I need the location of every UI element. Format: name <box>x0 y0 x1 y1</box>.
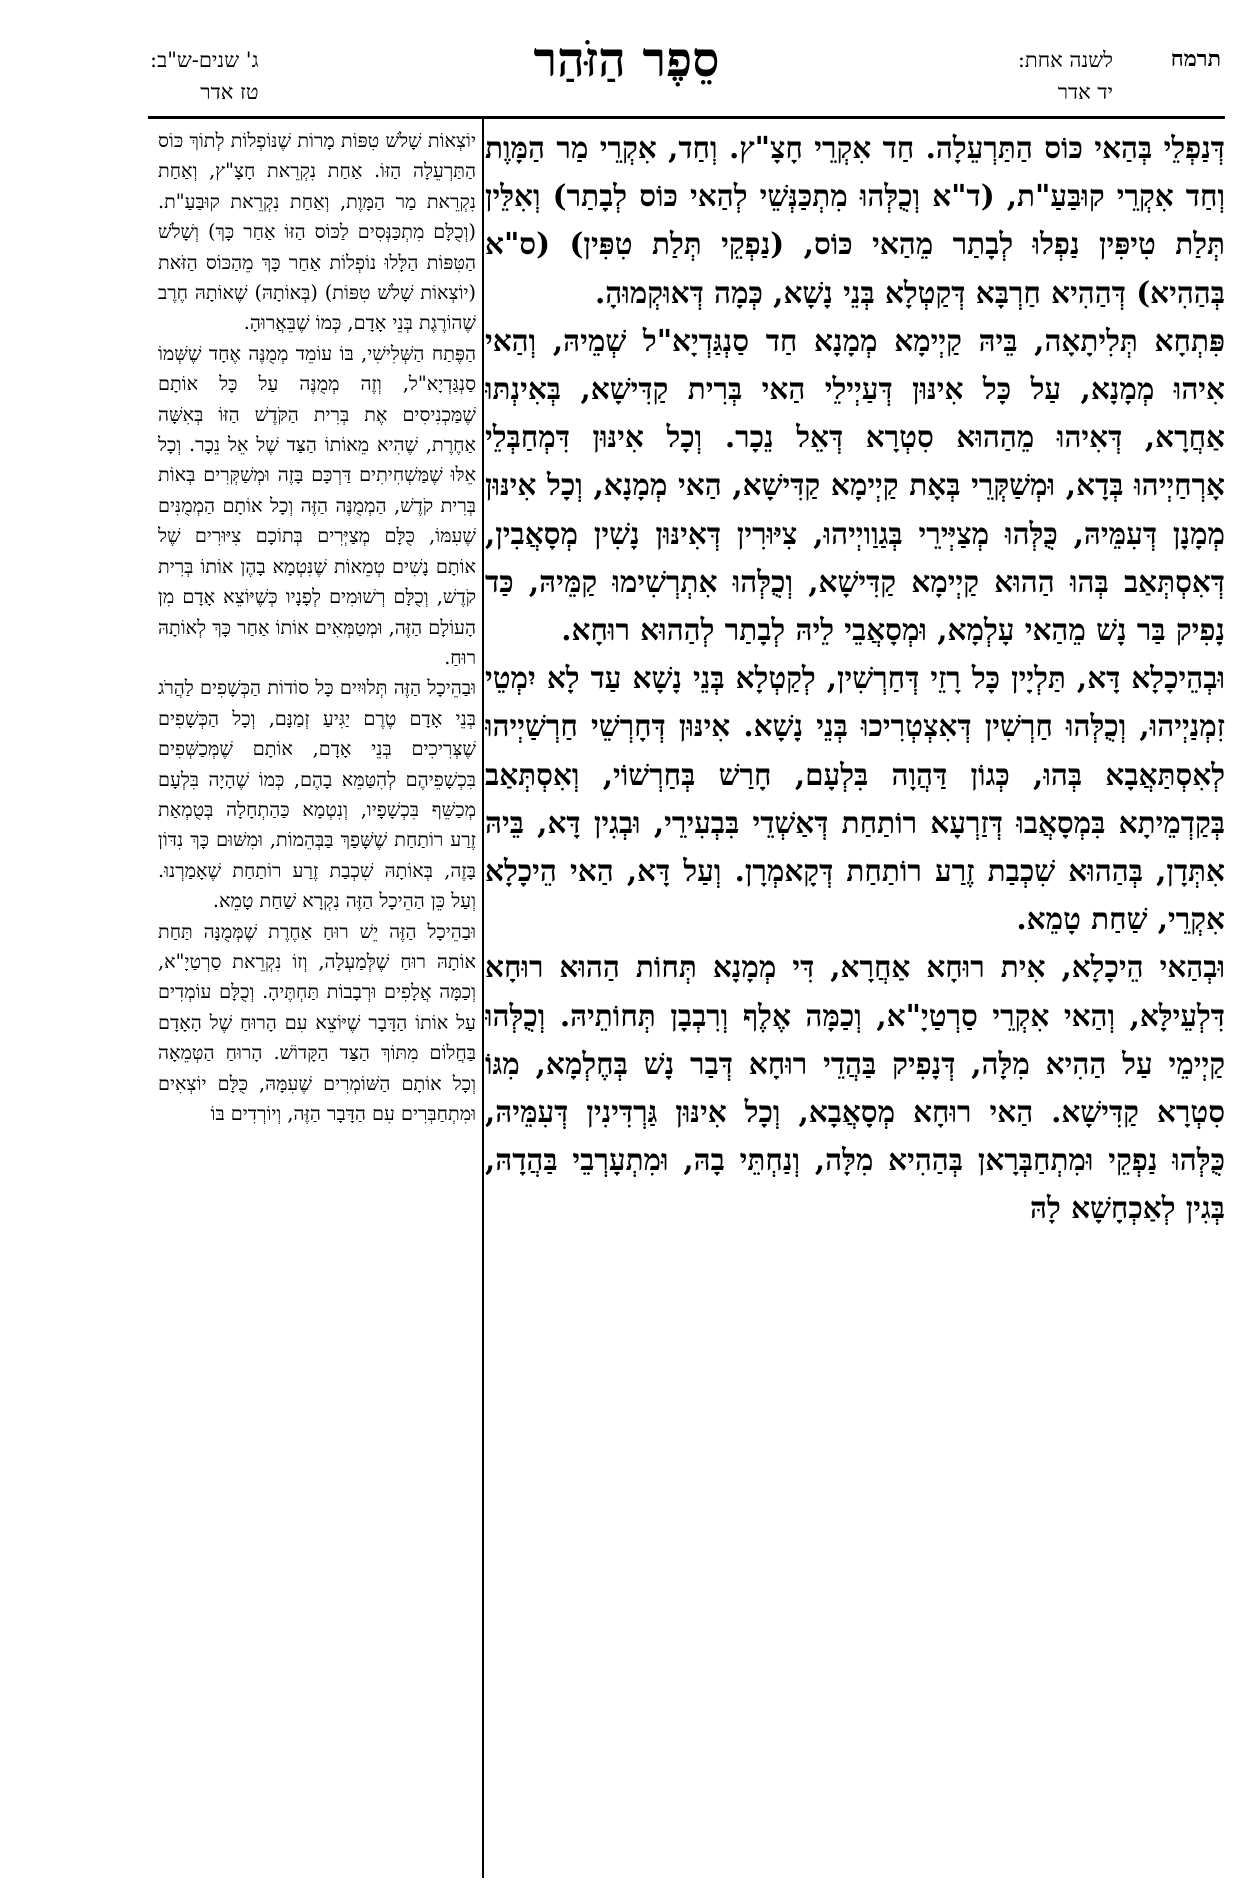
main-paragraph: פִּתְחָא תְּלִיתָאָה, בֵּיהּ קַיְימָא מְמָנָא חַד סַנְגַּדְיָא"ל שְׁמֵיהּ, וְהַאי אִיהוּ מְמָנָא, עַל כָּל אִינּוּן דְּעַיְילֵי הַאי בְּרִית קַדִּישָׁא, בְּאִינְתּוּ אַחֲרָא, דְּאִיהוּ מֵהַהוּא סִטְרָא דְּאֵל נֵכָר. וְכָל אִינּוּן דִּמְחַבְּלֵי אָרְחַיְיהוּ בְּדָא, וּמְשַׁקְּרֵי בְּאָת קַיְימָא קַדִּישָׁא, הַאי מְמָנָא, וְכָל אִינּוּן מְמָנָן דְּעִמֵּיהּ, כֻּלְּהוּ מְצַיְּירֵי בְּגַוַויְיהוּ, צִיּוּרִין דְּאִינּוּן נָשִׁין מְסָאֲבִין, דְּאִסְתְּאַב בְּהוּ הַהוּא קַיְימָא קַדִּישָׁא, וְכֻלְּהוּ אִתְרְשִׁימוּ קַמֵּיהּ, כַּד נָפִיק בַּר נָשׁ מֵהַאי עָלְמָא, וּמְסָאֲבֵי לֵיהּ לְבָתַר לְהַהוּא רוּחָא. <box>485 322 1225 648</box>
book-title: סֵפֶר הַזֹּהַר <box>533 32 720 88</box>
three-year-date: טז אדר <box>200 80 259 104</box>
main-paragraph: דְּנַפְלֵי בְּהַאי כּוֹס הַתַּרְעֵלָה. חַד אִקְרֵי חָצָ"ץ. וְחַד, אִקְרֵי מַר הַמָּוֶת וְחַד אִקְרֵי קוּבַּעַ"ת, (ד"א וְכֻלְּהוּ מִתְכַּנְּשֵׁי לְהַאי כּוֹס לְבָתַר) וְאִלֵּין תְּלַת טִיפִּין נַפְלוּ לְבָתַר מֵהַאי כּוֹס, (נַפְקֵי תְּלַת טִפִּין) (ס"א בְּהַהִיא) דְּהַהִיא חַרְבָּא דְּקַטְלָא בְּנֵי נָשָׁא, כְּמָה דְּאוּקְמוּהָ. <box>485 130 1225 310</box>
page-header <box>0 0 1253 118</box>
header-divider <box>148 116 1225 119</box>
aramaic-text-column <box>485 124 1225 1874</box>
hebrew-translation-column <box>158 126 476 1876</box>
main-paragraph: וּבְהַאי הֵיכָלָא, אִית רוּחָא אַחֲרָא, דִּי מְמָנָא תְּחוֹת הַהוּא רוּחָא דִּלְעֵילָּא, וְהַאי אִקְרֵי סַרְטַיָ"א, וְכַמָּה אֶלֶף וְרִבְבָן תְּחוֹתֵיהּ. וְכֻלְּהוּ קַיְימֵי עַל הַהִיא מִלָּה, דְּנָפִיק בַּהֲדֵי רוּחָא דְּבַר נָשׁ בְּחֶלְמָא, מִגּוֹ סִטְרָא קַדִּישָׁא. הַאי רוּחָא מְסָאֲבָא, וְכָל אִינּוּן גַּרְדִּינִין דְּעִמֵּיהּ, כֻּלְּהוּ נַפְקֵי וּמִתְחַבְּרָאן בְּהַהִיא מִלָּה, וְנַחְתֵּי בָהּ, וּמִתְעָרְבֵי בַּהֲדָהּ, בְּגִין לְאַכְחָשָׁא לָהּ <box>485 949 1225 1226</box>
one-year-label: לשנה אחת: <box>1017 48 1113 72</box>
three-year-label: ג' שנים-ש"ב: <box>150 48 259 72</box>
three-year-schedule <box>150 44 259 108</box>
main-paragraph: וּבְהֵיכָלָא דָּא, תַּלְיָין כָּל רָזֵי דְּחַרְשִׁין, לְקַטְלָא בְּנֵי נָשָׁא עַד לָא יִמְטֵי זִמְנַיְיהוּ, וְכֻלְּהוּ חַרְשִׁין דְּאִצְטְרִיכוּ בְּנֵי נָשָׁא. אִינּוּן דְּחָרְשֵׁי חַרְשַׁיְיהוּ לְאִסְתַּאֲבָא בְּהוּ, כְּגוֹן דַּהֲוָה בִּלְעָם, חָרַשׁ בְּחַרְשׁוֹי, וְאִסְתְּאַב בְּקַדְמֵיתָא בִּמְסָאֲבוּ דְּזַרְעָא רוֹתַחַת דְּאַשְׁדֵי בִּבְעִירֵי, וּבְגִין דָּא, בֵּיהּ אִתְּדָן, בְּהַהוּא שִׁכְבַת זֶרַע רוֹתַחַת דְּקָאמְרָן. וְעַל דָּא, הַאי הֵיכָלָא אִקְרֵי, שַׁחַת טָמֵא. <box>485 660 1225 937</box>
translation-paragraph: יוֹצְאוֹת שָׁלֹשׁ טִפּוֹת מָרוֹת שֶׁנּוֹפְלוֹת לְתוֹךְ כּוֹס הַתַּרְעֵלָה הַזּוֹ. אַחַת נִקְרֵאת חָצָ"ץ, וְאַחַת נִקְרֵאת מַר הַמָּוֶת, וְאַחַת נִקְרֵאת קוּבַּעַ"ת. (וְכֻלָּם מִתְכַּנְּסִים לַכּוֹס הַזּוֹ אַחַר כָּךְ) וְשָׁלֹשׁ הַטִּפּוֹת הַלָּלוּ נוֹפְלוֹת אַחַר כָּךְ מֵהַכּוֹס הַזֹּאת (יוֹצְאוֹת שָׁלֹשׁ טִפּוֹת) (בְּאוֹתָהּ) שֶׁאוֹתָהּ חֶרֶב שֶׁהוֹרֶגֶת בְּנֵי אָדָם, כְּמוֹ שֶׁבֵּאֲרוּהָ. <box>158 129 476 335</box>
translation-paragraph: וּבַהֵיכָל הַזֶּה תְּלוּיִים כָּל סוֹדוֹת הַכְּשָׁפִים לַהֲרֹג בְּנֵי אָדָם טֶרֶם יַגִּיעַ זְמַנָּם, וְכָל הַכְּשָׁפִים שֶׁצְּרִיכִים בְּנֵי אָדָם, אוֹתָם שֶׁמְּכַשְּׁפִים בִּכְשָׁפֵיהֶם לְהִטַּמֵּא בָהֶם, כְּמוֹ שֶׁהָיָה בִּלְעָם מְכַשֵּׁף בִּכְשָׁפָיו, וְנִטְמָא כַּהַתְחָלָה בְּטֻמְאַת זֶרַע רוֹתַחַת שֶׁשָּׁפַךְ בַּבְּהֵמוֹת, וּמִשּׁוּם כָּךְ נִדּוֹן בָּזֶה, בְּאוֹתָהּ שִׁכְבַת זֶרַע רוֹתַחַת שֶׁאָמַרְנוּ. וְעַל כֵּן הַהֵיכָל הַזֶּה נִקְרָא שַׁחַת טָמֵא. <box>158 676 476 913</box>
page-number: תרמח <box>1170 46 1221 72</box>
column-divider <box>482 118 484 1878</box>
translation-paragraph: הַפֶּתַח הַשְּׁלִישִׁי, בּוֹ עוֹמֵד מְמֻנֶּה אֶחָד שֶׁשְּׁמוֹ סַנְגַּדְיָא"ל, וְזֶה מְמֻנֶּה עַל כָּל אוֹתָם שֶׁמַּכְנִיסִים אֶת בְּרִית הַקֹּדֶשׁ הַזּוֹ בְּאִשָּׁה אַחֶרֶת, שֶׁהִיא מֵאוֹתוֹ הַצַּד שֶׁל אֵל נֵכָר. וְכָל אֵלּוּ שֶׁמַּשְׁחִיתִים דַּרְכָּם בָּזֶה וּמְשַׁקְּרִים בְּאוֹת בְּרִית קֹדֶשׁ, הַמְמֻנֶּה הַזֶּה וְכָל אוֹתָם הַמְמֻנִּים שֶׁעִמּוֹ, כֻּלָּם מְצַיְּרִים בְּתוֹכָם צִיּוּרִים שֶׁל אוֹתָם נָשִׁים טְמֵאוֹת שֶׁנִּטְמָא בָהֶן אוֹתוֹ בְּרִית קֹדֶשׁ, וְכֻלָּם רְשׁוּמִים לְפָנָיו כְּשֶׁיּוֹצֵא אָדָם מִן הָעוֹלָם הַזֶּה, וּמְטַמְּאִים אוֹתוֹ אַחַר כָּךְ לְאוֹתָהּ רוּחַ. <box>158 341 476 669</box>
one-year-date: יד אדר <box>1057 80 1113 104</box>
translation-paragraph: וּבַהֵיכָל הַזֶּה יֵשׁ רוּחַ אַחֶרֶת שֶׁמְּמֻנָּה תַּחַת אוֹתָהּ רוּחַ שֶׁלְּמַעְלָה, וְזוֹ נִקְרֵאת סַרְטַיָ"א, וְכַמָּה אֲלָפִים וּרְבָבוֹת תַּחְתֶּיהָ. וְכֻלָּם עוֹמְדִים עַל אוֹתוֹ הַדָּבָר שֶׁיּוֹצֵא עִם הָרוּחַ שֶׁל הָאָדָם בַּחֲלוֹם מִתּוֹךְ הַצַּד הַקָּדוֹשׁ. הָרוּחַ הַטְּמֵאָה וְכָל אוֹתָם הַשּׁוֹמְרִים שֶׁעִמָּהּ, כֻּלָּם יוֹצְאִים וּמִתְחַבְּרִים עִם הַדָּבָר הַזֶּה, וְיוֹרְדִים בּוֹ <box>158 919 476 1125</box>
